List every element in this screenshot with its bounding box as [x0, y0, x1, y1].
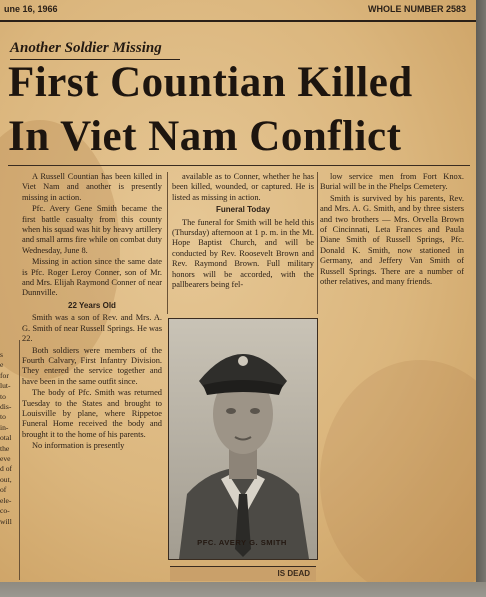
fragment-line: ele-: [0, 495, 12, 505]
fragment-line: will: [0, 516, 12, 526]
subheading: Funeral Today: [215, 205, 271, 215]
paragraph: The funeral for Smith will be held this (Thursday) afternoon at 1 p. m. in the Mt. Hope Baptist Church, and will be conducted by Rev. Roosevelt Brown and Rev. Raymond Brown. Full military honors will be accorded, with the pallbearers being fel-: [172, 217, 314, 290]
background-bottom: [0, 582, 486, 597]
issue-date: une 16, 1966: [4, 4, 58, 14]
fragment-line: to: [0, 391, 6, 401]
fragment-line: in-: [0, 422, 9, 432]
fragment-line: eve: [0, 454, 11, 464]
background-edge: [476, 0, 486, 597]
paragraph: A Russell Countian has been killed in Viet Nam and another is presently missing in action.: [22, 172, 162, 202]
headline-line-1: First Countian Killed: [8, 59, 413, 106]
paragraph: The body of Pfc. Smith was returned Tuesday to the States and brought to Louisville by plane, where Rippetoe Funeral Home received the body and brought it to the home of his parents.: [22, 388, 162, 439]
article-column-3: [320, 172, 464, 312]
photo-caption: PFC. AVERY G. SMITH: [197, 538, 287, 547]
paragraph: available as to Conner, whether he has been killed, wounded, or captured. He is listed as missing in action.: [172, 172, 314, 202]
headline-rule: [8, 165, 470, 166]
fragment-line: s: [0, 350, 3, 359]
article-column-1: [22, 172, 162, 582]
bottom-headline-fragment: [170, 566, 316, 581]
paragraph: Smith is survived by his parents, Rev. and Mrs. A. G. Smith, and by three sisters and two brothers — Mrs. Orvella Brown of Cincinnati, Leta Frances and Paula Diane Smith of Russell Springs, Pfc. Donald K. Smith, now stationed in Germany, and Jeffery Van Smith of Russell Springs. There are a number of other relatives, and many friends.: [320, 193, 464, 287]
fragment-line: e: [0, 360, 4, 370]
portrait-image: [169, 319, 317, 559]
paragraph: Pfc. Avery Gene Smith became the first battle casualty from this county when his squad was hit by heavy artillery and small arms fire while on combat duty Wednesday, June 8.: [22, 204, 162, 255]
subheading: 22 Years Old: [68, 300, 116, 310]
paragraph: Missing in action since the same date is Pfc. Roger Leroy Conner, son of Mr. and Mrs. Elijah Raymond Conner of near Dunnville.: [22, 257, 162, 298]
kicker-headline: Another Soldier Missing: [10, 40, 162, 56]
column-rule: [317, 172, 318, 314]
soldier-portrait-photo: [168, 318, 318, 560]
fragment-line: co-: [0, 506, 10, 516]
fragment-line: for: [0, 370, 9, 380]
fragment-line: out,: [0, 474, 12, 484]
fragment-line: dis-: [0, 402, 12, 412]
article-column-2: [172, 172, 314, 312]
paragraph: Smith was a son of Rev. and Mrs. A. G. Smith of near Russell Springs. He was 22.: [22, 313, 162, 344]
fragment-line: of: [0, 485, 7, 495]
paper-stain: [320, 360, 476, 582]
paragraph: No information is presently: [32, 441, 125, 451]
fragment-line: lut-: [0, 381, 11, 391]
fragment-line: otal: [0, 433, 12, 443]
headline-line-2: In Viet Nam Conflict: [8, 113, 402, 160]
bottom-fragment-text: IS DEAD: [277, 569, 310, 578]
fragment-line: d of: [0, 464, 13, 474]
paragraph: low service men from Fort Knox. Burial will be in the Phelps Cemetery.: [320, 172, 464, 192]
column-rule: [19, 340, 20, 580]
issue-number: WHOLE NUMBER 2583: [367, 4, 466, 14]
masthead: [0, 0, 476, 22]
adjacent-column-fragment: [0, 350, 20, 582]
paragraph: Both soldiers were members of the Fourth Calvary, First Infantry Division. They entered the service together and have been in the same outfit since.: [22, 345, 162, 386]
fragment-line: the: [0, 443, 10, 453]
column-rule: [167, 172, 168, 314]
fragment-line: to: [0, 412, 6, 422]
